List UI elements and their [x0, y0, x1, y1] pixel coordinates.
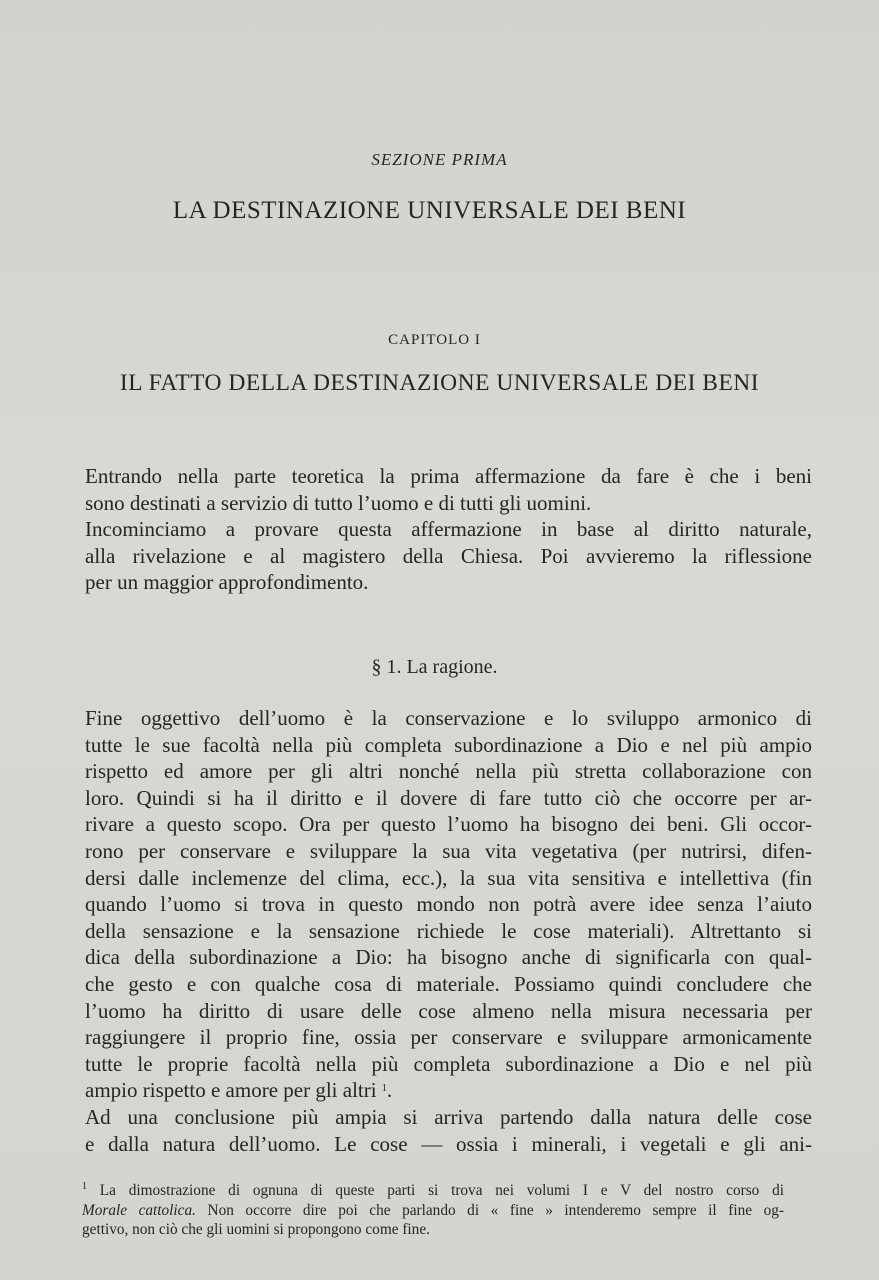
text-line: per un maggior approfondimento.: [85, 570, 369, 595]
text-line: sono destinati a servizio di tutto l’uomo e di tutti gli uomini.: [85, 490, 592, 515]
text-line: quando l’uomo si trova in questo mondo non potrà avere idee senza l’aiuto: [85, 892, 812, 917]
section-label: SEZIONE PRIMA: [371, 150, 508, 169]
text-line: l’uomo ha diritto di usare delle cose almeno nella misura necessaria per: [85, 998, 812, 1023]
text-line: raggiungere il proprio fine, ossia per conservare e sviluppare armonicamente: [85, 1025, 812, 1050]
intro-paragraphs: [85, 463, 812, 596]
footnote-text: La dimostrazione di ognuna di queste parti si trova nei volumi I e V del nostro corso di: [99, 1182, 784, 1199]
text-line: e dalla natura dell’uomo. Le cose — ossia i minerali, i vegetali e gli ani-: [85, 1131, 812, 1156]
chapter-title: IL FATTO DELLA DESTINAZIONE UNIVERSALE DEI BENI: [119, 370, 760, 396]
footnote-line: gettivo, non ciò che gli uomini si propongono come fine.: [82, 1221, 430, 1238]
footnote: [82, 1181, 784, 1240]
section-title: LA DESTINAZIONE UNIVERSALE DEI BENI: [172, 197, 687, 224]
text-line: rono per conservare e sviluppare la sua vita vegetativa (per nutrirsi, difen-: [85, 838, 812, 863]
text-line: rivare a questo scopo. Ora per questo l’uomo ha bisogno dei beni. Gli occor-: [85, 812, 812, 837]
footnote-text: Non occorre dire poi che parlando di « fine » intenderemo sempre il fine og-: [195, 1201, 784, 1219]
text-line: Entrando nella parte teoretica la prima affermazione da fare è che i beni: [85, 464, 812, 488]
text-line: della sensazione e la sensazione richiede le cose materiali). Altrettanto si: [85, 918, 812, 943]
text-line: rispetto ed amore per gli altri nonché nella più stretta collaborazione con: [85, 759, 812, 784]
footnote-line: [82, 1201, 784, 1221]
body-paragraphs: [85, 705, 812, 1157]
text-line: tutte le sue facoltà nella più completa subordinazione a Dio e nel più ampio: [85, 732, 812, 757]
text-line: tutte le proprie facoltà nella più completa subordinazione a Dio e nel più: [85, 1051, 812, 1076]
text-line: che gesto e con qualche cosa di materiale. Possiamo quindi concludere che: [85, 971, 812, 996]
subsection-title: § 1. La ragione.: [371, 656, 498, 678]
text-line: dersi dalle inclemenze del clima, ecc.), la sua vita sensitiva e intellettiva (fin: [85, 865, 812, 890]
text-line: ampio rispetto e amore per gli altri $^1$.: [85, 1078, 393, 1103]
text-line: Ad una conclusione più ampia si arriva partendo dalla natura delle cose: [85, 1104, 812, 1129]
text-line-content: ampio rispetto e amore per gli altri: [85, 1078, 377, 1103]
text-line: Fine oggettivo dell’uomo è la conservazione e lo sviluppo armonico di: [85, 706, 812, 730]
text-line: loro. Quindi si ha il diritto e il dovere di fare tutto ciò che occorre per ar-: [85, 785, 812, 810]
footnote-line: [82, 1181, 784, 1201]
footnote-ref: 1: [381, 1083, 387, 1095]
text-line: alla rivelazione e al magistero della Chiesa. Poi avvieremo la riflessione: [85, 543, 812, 568]
text-line: Incominciamo a provare questa affermazione in base al diritto naturale,: [85, 517, 812, 542]
text-line: dica della subordinazione a Dio: ha bisogno anche di significarla con qual-: [85, 945, 812, 970]
book-title: Morale cattolica.: [82, 1201, 196, 1219]
footnote-number: 1: [82, 1181, 87, 1192]
chapter-label: CAPITOLO I: [388, 332, 481, 348]
